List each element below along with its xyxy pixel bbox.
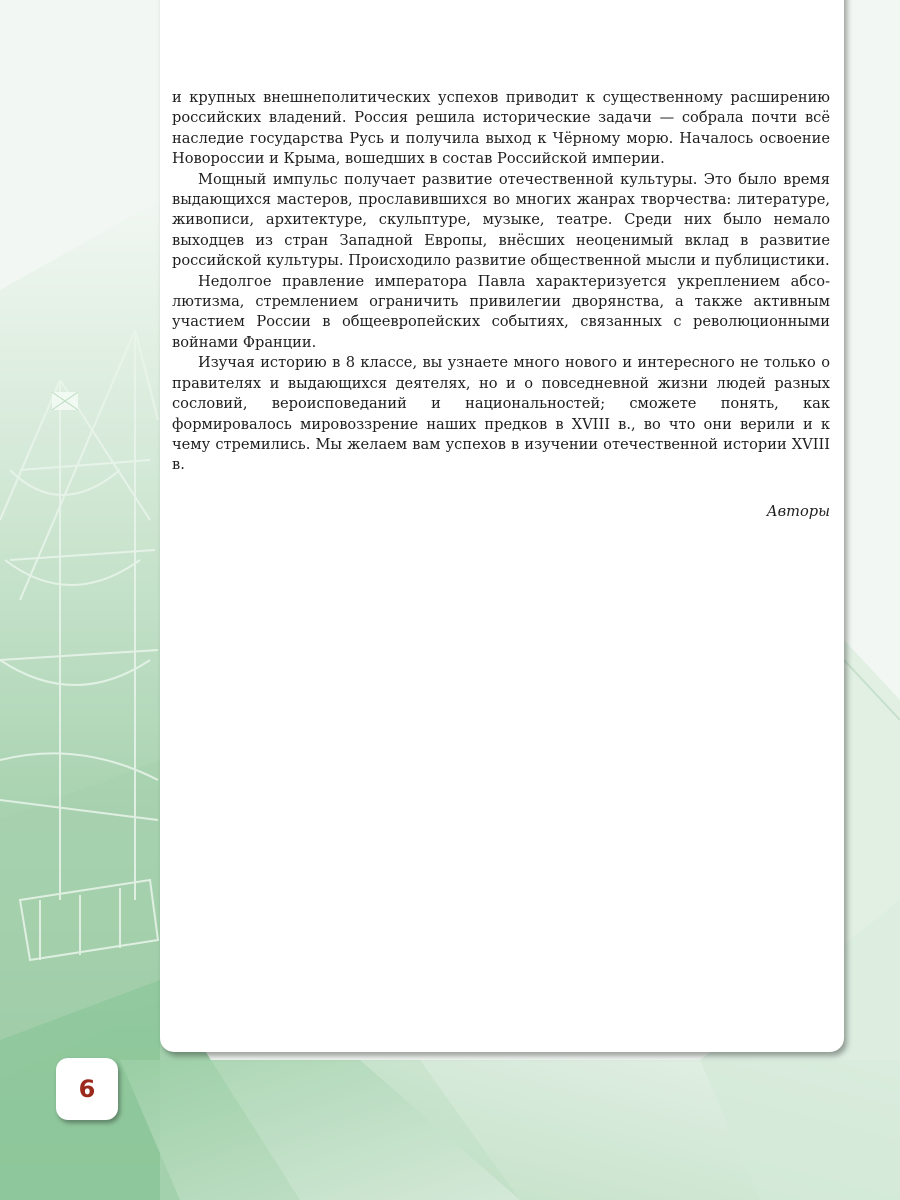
paragraph-1: и крупных внешнеполитических успехов приводит к существенному расширению российских владений. Россия решила исторические задачи — собрала почти всё наследие государства Русь и получила выход к Чёрному морю. Началось освоение Новороссии и Крыма, вошедших в состав Российской империи. <box>172 89 830 168</box>
paragraph-3: Недолгое правление императора Павла характеризуется укреплением абсолютизма, стремлением ограничить привилегии дворянства, а также активным участием России в общеевропейских событиях, связанных с революционными войнами Франции. <box>172 272 830 351</box>
paragraph-4: Изучая историю в 8 классе, вы узнаете много нового и интересного не только о правителях и выдающихся деятелях, но и о повседневной жизни людей разных сословий, вероисповеданий и национальностей; сможете понять, как формировалось мировоззрение наших предков в XVIII в., во что они верили и к чему стремились. Мы желаем вам успехов в изучении отечественной истории XVIII в. <box>172 354 830 474</box>
paragraph-2: Мощный импульс получает развитие отечественной культуры. Это было время выдающихся мастеров, прославившихся во многих жанрах творчества: литературе, живописи, архитектуре, скульптуре, музыке, театре. Среди них было немало выходцев из стран Западной Европы, внёсших неоценимый вклад в развитие российской культуры. Происходило развитие общественной мысли и публицистики. <box>172 170 830 270</box>
page-number-badge <box>56 1058 118 1120</box>
page-number: 6 <box>78 1075 96 1103</box>
authors-signature: Авторы <box>766 503 830 520</box>
page-text <box>172 88 830 476</box>
